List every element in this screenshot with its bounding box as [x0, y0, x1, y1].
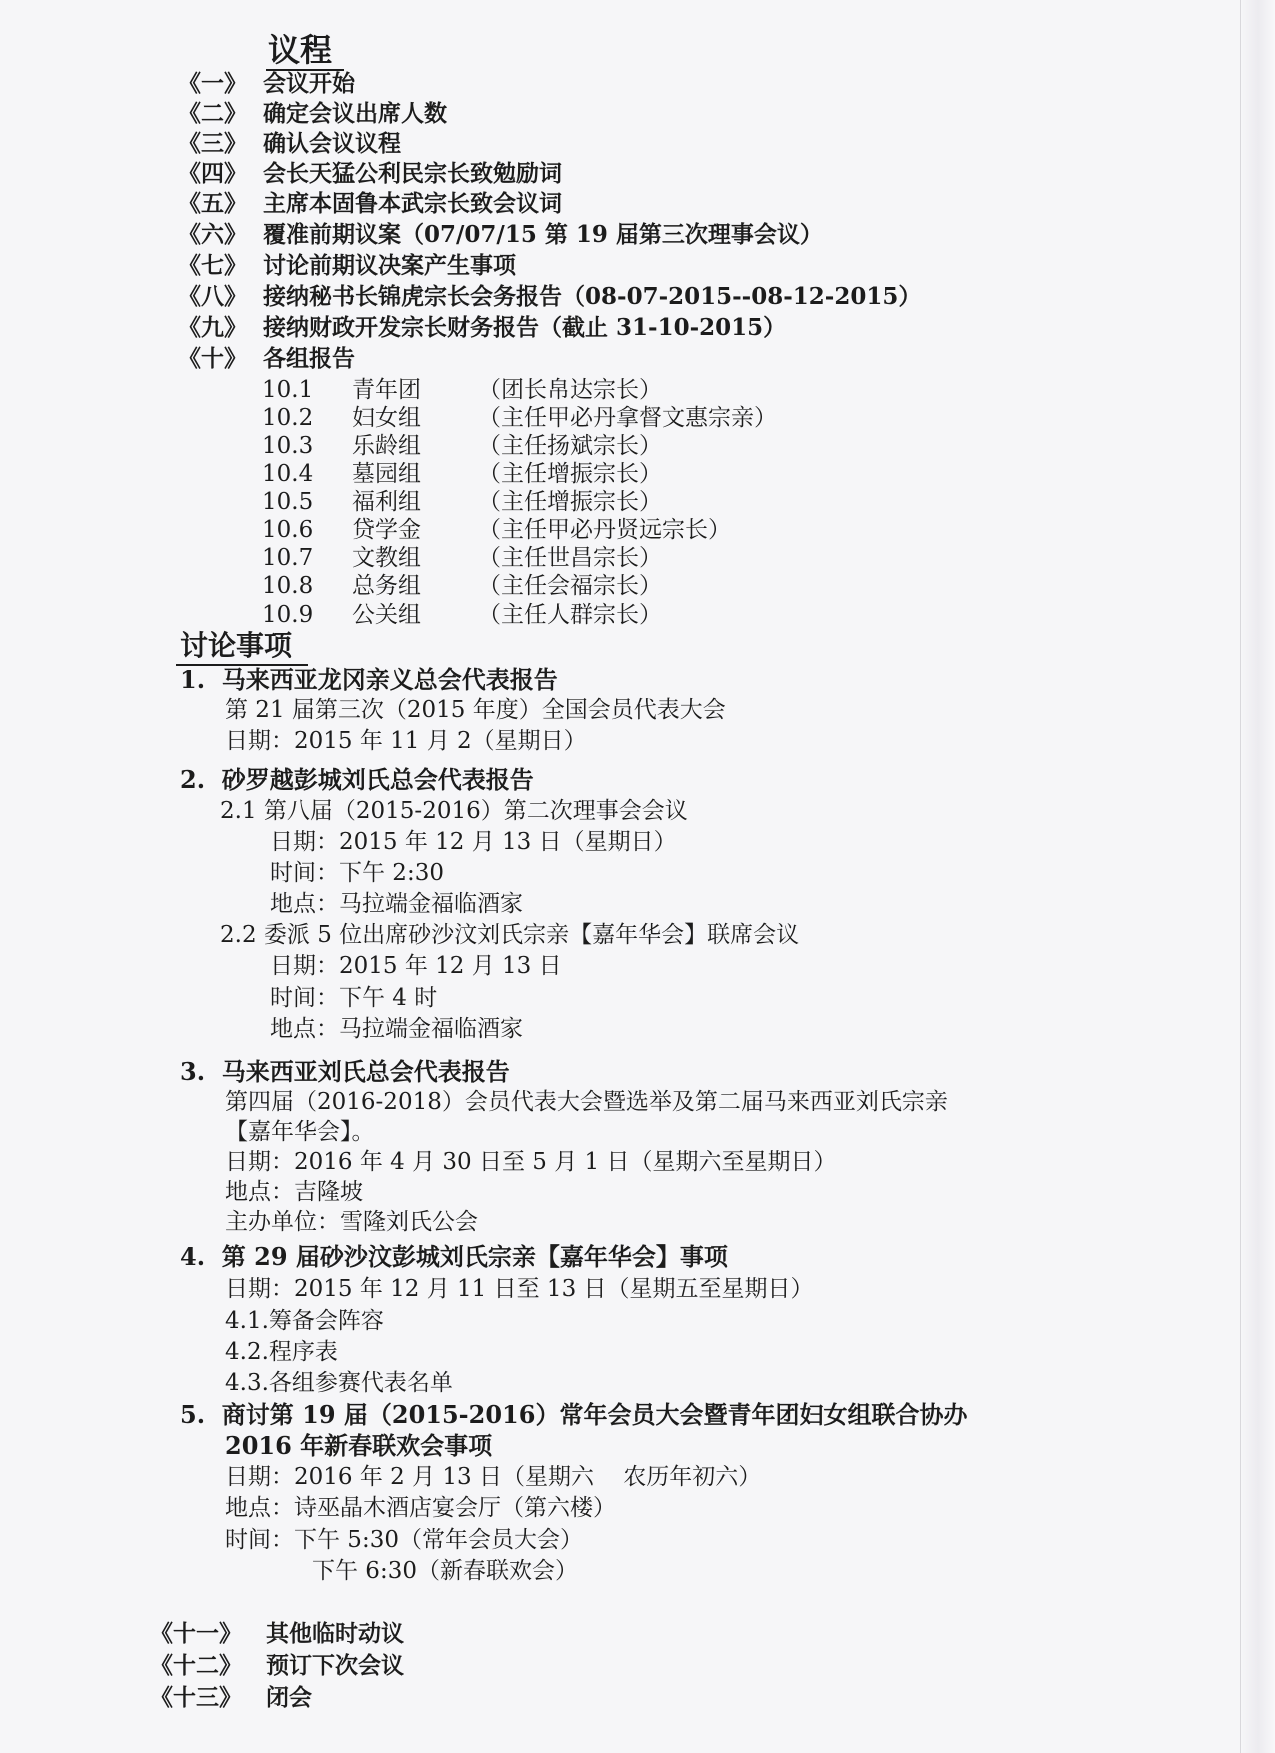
discussion-item-4-line: 4.2.程序表	[225, 1339, 338, 1365]
discussion-item-2-2-venue: 地点：马拉端金福临酒家	[270, 1016, 523, 1042]
discussion-item-4-line: 4.3.各组参赛代表名单	[225, 1370, 453, 1396]
discussion-item-2-1-time: 时间：下午 2:30	[270, 860, 444, 886]
closing-item-13: 《十三》 闭会	[150, 1684, 313, 1711]
discussion-item-2-2-title: 2.2 委派 5 位出席砂沙汶刘氏宗亲【嘉年华会】联席会议	[220, 922, 800, 948]
group-head: （主任世昌宗长）	[478, 545, 662, 571]
group-head: （主任增振宗长）	[478, 489, 662, 515]
group-row: 10.5	[262, 489, 314, 515]
discussion-item-4-date: 日期：2015 年 12 月 11 日至 13 日（星期五至星期日）	[225, 1276, 814, 1302]
group-row: 10.6	[262, 517, 314, 543]
agenda-item-5: 《五》 主席本固鲁本武宗长致会议词	[178, 190, 563, 217]
discussion-item-5-venue: 地点：诗巫晶木酒店宴会厅（第六楼）	[225, 1495, 616, 1521]
discussion-item-5-time-2: 下午 6:30（新春联欢会）	[312, 1558, 578, 1584]
discussion-item-3-line: 【嘉年华会】。	[225, 1119, 375, 1145]
group-row: 10.1	[262, 377, 314, 403]
group-name: 墓园组	[352, 461, 421, 487]
group-name: 青年团	[352, 377, 421, 403]
closing-item-11: 《十一》 其他临时动议	[150, 1620, 405, 1647]
discussion-item-2-1-title: 2.1 第八届（2015-2016）第二次理事会会议	[220, 798, 688, 824]
group-name: 文教组	[352, 545, 421, 571]
agenda-item-8: 《八》 接纳秘书长锦虎宗长会务报告（08-07-2015--08-12-2015）	[178, 283, 922, 310]
group-head: （主任会福宗长）	[478, 573, 662, 599]
group-name: 公关组	[352, 602, 421, 628]
group-row: 10.8	[262, 573, 314, 599]
discussion-item-5-title-cont: 2016 年新春联欢会事项	[225, 1431, 493, 1460]
group-row: 10.3	[262, 433, 314, 459]
group-head: （主任甲必丹拿督文惠宗亲）	[478, 405, 777, 431]
group-name: 贷学金	[352, 517, 421, 543]
discussion-item-2-1-date: 日期：2015 年 12 月 13 日（星期日）	[270, 829, 677, 855]
discussion-item-3-date: 日期：2016 年 4 月 30 日至 5 月 1 日（星期六至星期日）	[225, 1149, 837, 1175]
discussion-item-4-line: 4.1.筹备会阵容	[225, 1308, 384, 1334]
discussion-item-5-time: 时间：下午 5:30（常年会员大会）	[225, 1527, 583, 1553]
group-name: 福利组	[352, 489, 421, 515]
discussion-item-2-2-time: 时间：下午 4 时	[270, 985, 438, 1011]
closing-item-12: 《十二》 预订下次会议	[150, 1652, 405, 1679]
agenda-item-10: 《十》 各组报告	[178, 345, 356, 372]
discussion-item-1-title: 1. 马来西亚龙冈亲义总会代表报告	[180, 665, 558, 694]
group-row: 10.7	[262, 545, 314, 571]
group-row: 10.2	[262, 405, 314, 431]
discussion-item-3-venue: 地点：吉隆坡	[225, 1179, 363, 1205]
group-row: 10.9	[262, 602, 314, 628]
group-head: （主任扬斌宗长）	[478, 433, 662, 459]
agenda-item-2: 《二》 确定会议出席人数	[178, 100, 448, 127]
group-name: 乐龄组	[352, 433, 421, 459]
discussion-item-3-title: 3. 马来西亚刘氏总会代表报告	[180, 1057, 510, 1086]
discussion-item-3-organizer: 主办单位：雪隆刘氏公会	[225, 1209, 478, 1235]
discussion-item-2-2-date: 日期：2015 年 12 月 13 日	[270, 953, 562, 979]
discussion-item-4-title: 4. 第 29 届砂沙汶彭城刘氏宗亲【嘉年华会】事项	[180, 1242, 728, 1271]
group-row: 10.4	[262, 461, 314, 487]
agenda-item-4: 《四》 会长天猛公利民宗长致勉励词	[178, 160, 563, 187]
agenda-item-3: 《三》 确认会议议程	[178, 130, 402, 157]
agenda-item-9: 《九》 接纳财政开发宗长财务报告（截止 31-10-2015）	[178, 314, 787, 341]
discussion-item-3-line: 第四届（2016-2018）会员代表大会暨选举及第二届马来西亚刘氏宗亲	[225, 1089, 948, 1115]
discussion-item-2-1-venue: 地点：马拉端金福临酒家	[270, 891, 523, 917]
group-head: （团长帛达宗长）	[478, 377, 662, 403]
group-head: （主任甲必丹贤远宗长）	[478, 517, 731, 543]
agenda-item-1: 《一》 会议开始	[178, 70, 356, 97]
discussion-title: 讨论事项	[180, 629, 293, 662]
discussion-item-1-date: 日期：2015 年 11 月 2（星期日）	[225, 728, 587, 754]
group-head: （主任增振宗长）	[478, 461, 662, 487]
scan-edge	[1240, 0, 1275, 1753]
group-name: 妇女组	[352, 405, 421, 431]
group-name: 总务组	[352, 573, 421, 599]
discussion-item-5-date: 日期：2016 年 2 月 13 日（星期六 农历年初六）	[225, 1464, 762, 1490]
agenda-item-6: 《六》 覆准前期议案（07/07/15 第 19 届第三次理事会议）	[178, 221, 823, 248]
agenda-item-7: 《七》 讨论前期议决案产生事项	[178, 252, 517, 279]
group-head: （主任人群宗长）	[478, 602, 662, 628]
discussion-item-1-line: 第 21 届第三次（2015 年度）全国会员代表大会	[225, 697, 726, 723]
discussion-item-2-title: 2. 砂罗越彭城刘氏总会代表报告	[180, 765, 534, 794]
agenda-title: 议程	[268, 31, 333, 69]
discussion-item-5-title: 5. 商讨第 19 届（2015-2016）常年会员大会暨青年团妇女组联合协办	[180, 1400, 968, 1429]
